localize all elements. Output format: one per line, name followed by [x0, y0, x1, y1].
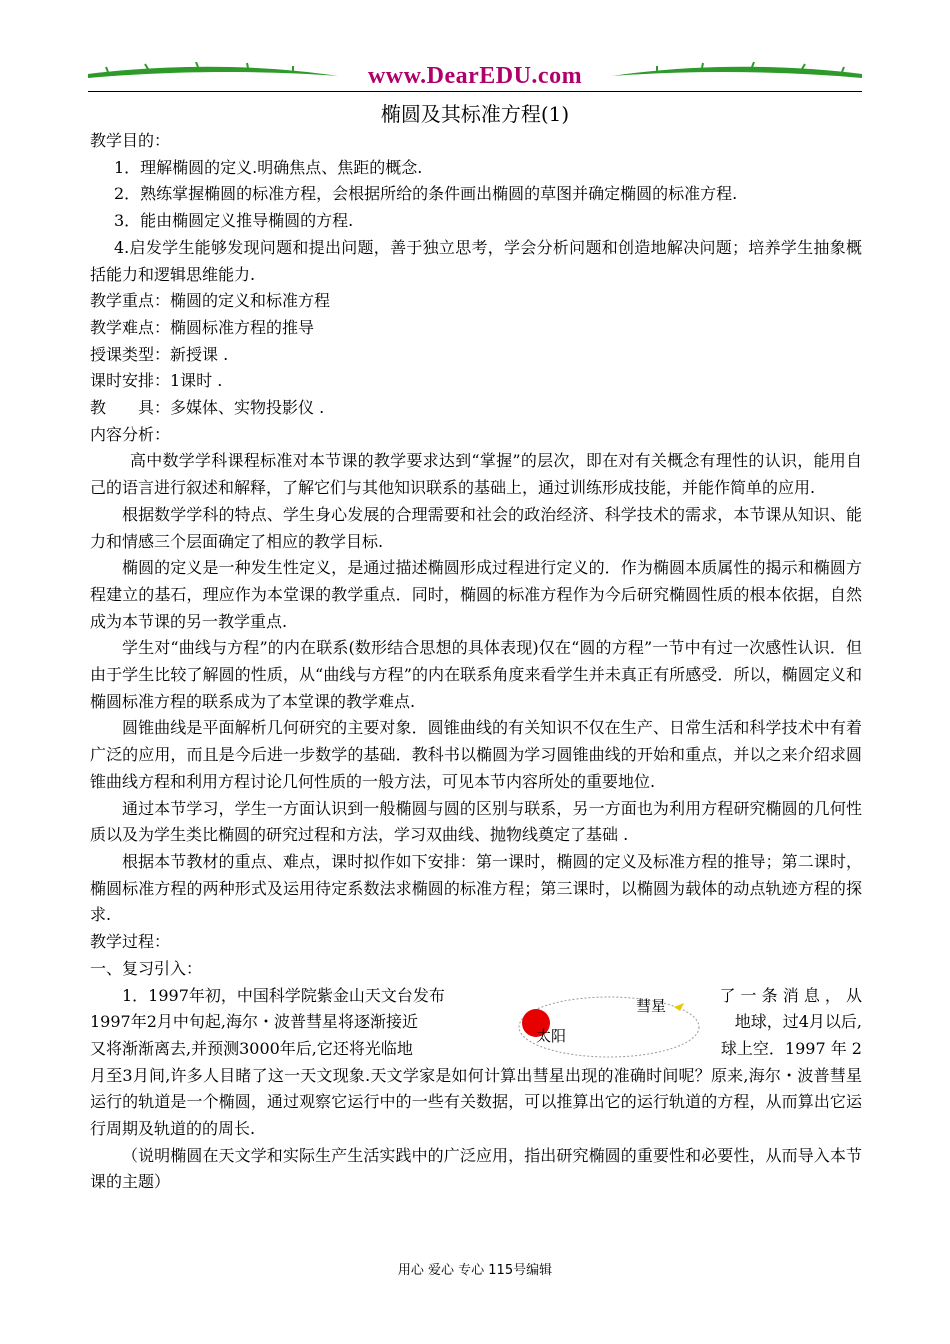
comet-line-right: 了 一 条 消 息 ， 从: [719, 985, 862, 1005]
sun-label: 太阳: [536, 1026, 567, 1045]
difficulty: 教学难点：椭圆标准方程的推导: [90, 317, 315, 337]
comet-intro-block: [90, 983, 862, 1063]
schedule: 课时安排：1课时 .: [90, 371, 223, 391]
comet-line-left: 又将渐渐离去,并预测3000年后,它还将光临地: [90, 1038, 413, 1058]
header-rule: [88, 91, 862, 92]
comet-line-left: 1．1997年初，中国科学院紫金山天文台发布: [122, 985, 445, 1005]
analysis-paragraph: 通过本节学习，学生一方面认识到一般椭圆与圆的区别与联系，另一方面也为利用方程研究椭圆的几何性质以及为学生类比椭圆的研究过程和方法，学习双曲线、抛物线奠定了基础 .: [90, 798, 862, 845]
comet-label: 彗星: [636, 996, 667, 1015]
comet-line-left: 1997年2月中旬起,海尔・波普彗星将逐渐接近: [90, 1012, 418, 1032]
objectives-heading: 教学目的：: [90, 131, 171, 150]
comet-note: （说明椭圆在天文学和实际生产生活实践中的广泛应用，指出研究椭圆的重要性和必要性，从而导入本节课的主题）: [90, 1145, 862, 1192]
analysis-paragraph: 高中数学学科课程标准对本节课的教学要求达到“掌握”的层次，即在对有关概念有理性的认识，能用自己的语言进行叙述和解释，了解它们与其他知识联系的基础上，通过训练形成技能，并能作简单的应用.: [90, 451, 862, 498]
objective-item: 3．能由椭圆定义推导椭圆的方程.: [114, 211, 354, 231]
objective-item: 1．理解椭圆的定义.明确焦点、焦距的概念.: [114, 157, 423, 177]
site-header: [88, 62, 862, 92]
comet-line: [90, 1036, 862, 1063]
objective-item: 2．熟练掌握椭圆的标准方程，会根据所给的条件画出椭圆的草图并确定椭圆的标准方程.: [114, 184, 738, 204]
comet-line: [90, 983, 862, 1010]
comet-line-right: 地球，过4月以后,: [734, 1012, 862, 1032]
site-logo: www.DearEDU.com: [367, 63, 583, 89]
tools: 教 具：多媒体、实物投影仪 .: [90, 398, 325, 418]
comet-marker: [674, 1003, 684, 1011]
key-point: 教学重点：椭圆的定义和标准方程: [90, 291, 331, 311]
lesson-type: 授课类型：新授课 .: [90, 344, 229, 364]
comet-orbit-figure: [514, 987, 704, 1059]
comet-line: [90, 1009, 862, 1036]
process-heading: 教学过程：: [90, 932, 171, 952]
comet-line-right: 球上空．1997 年 2: [720, 1038, 862, 1058]
comet-continuation: 月至3月间,许多人目睹了这一天文现象.天文学家是如何计算出彗星出现的准确时间呢？原来,海尔・波普彗星运行的轨道是一个椭圆，通过观察它运行中的一些有关数据，可以推算出它的运行轨道的方程，从而算出它运行周期及轨道的的周长.: [90, 1065, 862, 1139]
document-body: [90, 128, 862, 1196]
analysis-paragraph: 椭圆的定义是一种发生性定义，是通过描述椭圆形成过程进行定义的．作为椭圆本质属性的揭示和椭圆方程建立的基石，理应作为本堂课的教学重点．同时，椭圆的标准方程作为今后研究椭圆性质的根本依据，自然成为本节课的另一教学重点.: [90, 558, 862, 631]
document-title: 椭圆及其标准方程(1): [380, 102, 570, 126]
review-heading: 一、复习引入：: [90, 958, 203, 978]
analysis-paragraph: 根据本节教材的重点、难点，课时拟作如下安排：第一课时，椭圆的定义及标准方程的推导；第二课时，椭圆标准方程的两种形式及运用待定系数法求椭圆的标准方程；第三课时，以椭圆为载体的动点轨迹方程的探求.: [90, 851, 862, 925]
objective-item: 4.启发学生能够发现问题和提出问题，善于独立思考，学会分析问题和创造地解决问题；培养学生抽象概括能力和逻辑思维能力.: [90, 237, 862, 284]
analysis-paragraph: 学生对“曲线与方程”的内在联系(数形结合思想的具体表现)仅在“圆的方程”一节中有过一次感性认识．但由于学生比较了解圆的性质，从“曲线与方程”的内在联系角度来看学生并未真正有所感受．所以，椭圆定义和椭圆标准方程的联系成为了本堂课的教学难点.: [90, 638, 862, 711]
analysis-paragraph: 根据数学学科的特点、学生身心发展的合理需要和社会的政治经济、科学技术的需求，本节课从知识、能力和情感三个层面确定了相应的教学目标.: [90, 504, 862, 551]
page-footer: 用心 爱心 专心 115号编辑: [397, 1263, 553, 1278]
analysis-paragraph: 圆锥曲线是平面解析几何研究的主要对象．圆锥曲线的有关知识不仅在生产、日常生活和科学技术中有着广泛的应用，而且是今后进一步数学的基础．教科书以椭圆为学习圆锥曲线的开始和重点，并以之来介绍求圆锥曲线方程和利用方程讨论几何性质的一般方法，可见本节内容所处的重要地位.: [90, 718, 862, 791]
analysis-heading: 内容分析：: [90, 424, 171, 444]
